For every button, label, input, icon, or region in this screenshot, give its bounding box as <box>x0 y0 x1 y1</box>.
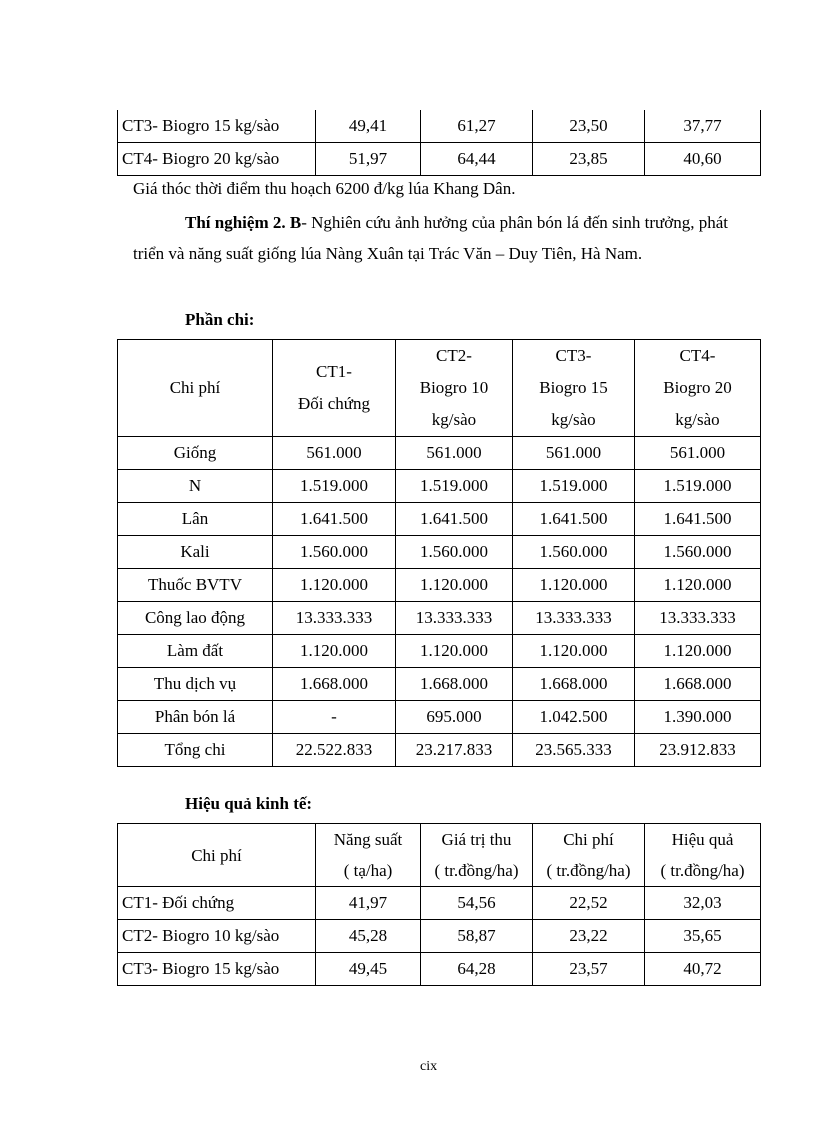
table-row <box>118 503 761 536</box>
table-cell: 1.120.000 <box>273 635 396 668</box>
header-profit <box>645 824 761 887</box>
row-label: Công lao động <box>118 602 273 635</box>
header-ct4 <box>635 340 761 437</box>
table-row <box>118 701 761 734</box>
table-cell: 32,03 <box>645 887 761 920</box>
efficiency-table <box>117 823 761 986</box>
header-line: Giá trị thu <box>441 830 512 849</box>
row-label: Làm đất <box>118 635 273 668</box>
table-cell: 1.668.000 <box>396 668 513 701</box>
table-cell: 51,97 <box>316 143 421 176</box>
row-label: CT3- Biogro 15 kg/sào <box>118 953 316 986</box>
table-cell: 561.000 <box>273 437 396 470</box>
table-cell: 13.333.333 <box>273 602 396 635</box>
header-line: ( tr.đồng/ha) <box>546 861 631 880</box>
table-cell: 1.120.000 <box>396 569 513 602</box>
table-cell: 561.000 <box>635 437 761 470</box>
table-cell: 1.519.000 <box>273 470 396 503</box>
table-cell: 40,72 <box>645 953 761 986</box>
table-cell: 1.120.000 <box>513 635 635 668</box>
row-label: Lân <box>118 503 273 536</box>
header-cost: Chi phí <box>118 340 273 437</box>
table-cell: 41,97 <box>316 887 421 920</box>
table-cell: 1.641.500 <box>513 503 635 536</box>
table-cell: 35,65 <box>645 920 761 953</box>
header-line: CT4- <box>679 346 716 365</box>
table-row <box>118 602 761 635</box>
header-expense <box>533 824 645 887</box>
table-cell: 1.641.500 <box>635 503 761 536</box>
table-cell: 1.120.000 <box>635 635 761 668</box>
table-cell: 1.560.000 <box>635 536 761 569</box>
treatment-name: CT4- Biogro 20 kg/sào <box>118 143 316 176</box>
cost-heading: Phần chi: <box>185 310 255 329</box>
table-cell: 1.641.500 <box>396 503 513 536</box>
table-cell: 23.217.833 <box>396 734 513 767</box>
table-cell: 61,27 <box>421 110 533 143</box>
table-cell: 22.522.833 <box>273 734 396 767</box>
row-label: CT1- Đối chứng <box>118 887 316 920</box>
table-cell: 13.333.333 <box>396 602 513 635</box>
header-line: Biogro 10 <box>419 378 489 397</box>
table-cell: 1.668.000 <box>635 668 761 701</box>
table-cell: 1.042.500 <box>513 701 635 734</box>
table-cell: 40,60 <box>645 143 761 176</box>
table-cell: 13.333.333 <box>513 602 635 635</box>
table-cell: 1.120.000 <box>396 635 513 668</box>
table-cell: 23.565.333 <box>513 734 635 767</box>
table-row <box>118 668 761 701</box>
header-line: kg/sào <box>551 410 596 429</box>
table-cell: 1.519.000 <box>513 470 635 503</box>
header-line: Biogro 15 <box>539 378 608 397</box>
experiment-title: Thí nghiệm 2. B <box>185 213 302 232</box>
table-cell: 1.519.000 <box>396 470 513 503</box>
row-label: Kali <box>118 536 273 569</box>
row-label: CT2- Biogro 10 kg/sào <box>118 920 316 953</box>
table-row <box>118 920 761 953</box>
efficiency-heading: Hiệu quả kinh tế: <box>185 794 313 813</box>
row-label: Phân bón lá <box>118 701 273 734</box>
table-cell: 1.519.000 <box>635 470 761 503</box>
experiment-paragraph <box>133 207 728 269</box>
row-label: Giống <box>118 437 273 470</box>
header-line: Năng suất <box>333 830 403 849</box>
treatment-name: CT3- Biogro 15 kg/sào <box>118 110 316 143</box>
header-revenue <box>421 824 533 887</box>
header-line: ( tạ/ha) <box>343 861 393 880</box>
table-cell: 1.668.000 <box>513 668 635 701</box>
table-cell: 13.333.333 <box>635 602 761 635</box>
header-line: Hiệu quả <box>671 830 734 849</box>
header-line: CT3- <box>555 346 592 365</box>
table-cell: 49,41 <box>316 110 421 143</box>
table-cell: 23,57 <box>533 953 645 986</box>
header-line: ( tr.đồng/ha) <box>434 861 519 880</box>
table-row <box>118 536 761 569</box>
table-row <box>118 110 761 143</box>
header-line: CT2- <box>436 346 472 365</box>
row-label: N <box>118 470 273 503</box>
table-row <box>118 437 761 470</box>
table-cell: 49,45 <box>316 953 421 986</box>
table-cell: - <box>273 701 396 734</box>
table-cell: 54,56 <box>421 887 533 920</box>
yield-table-continuation <box>117 110 761 176</box>
experiment-text: - Nghiên cứu ảnh hưởng của phân bón lá đến sinh trưởng, phát triển và năng suất giống lúa Nàng Xuân tại Trác Văn – Duy Tiên, Hà Nam. <box>133 213 728 263</box>
table-row <box>118 569 761 602</box>
table-cell: 1.120.000 <box>635 569 761 602</box>
header-line: Biogro 20 <box>663 378 732 397</box>
header-ct2 <box>396 340 513 437</box>
table-cell: 561.000 <box>396 437 513 470</box>
header-line: kg/sào <box>431 410 477 429</box>
table-header-row <box>118 340 761 437</box>
header-ct3 <box>513 340 635 437</box>
header-line: CT1- <box>316 362 352 381</box>
table-cell: 1.641.500 <box>273 503 396 536</box>
table-cell: 58,87 <box>421 920 533 953</box>
table-row <box>118 887 761 920</box>
table-cell: 1.668.000 <box>273 668 396 701</box>
header-line: kg/sào <box>675 410 720 429</box>
table-header-row <box>118 824 761 887</box>
header-yield <box>316 824 421 887</box>
table-cell: 37,77 <box>645 110 761 143</box>
table-row <box>118 635 761 668</box>
page-number: cix <box>420 1059 438 1074</box>
header-line: Đối chứng <box>297 394 370 413</box>
price-note: Giá thóc thời điểm thu hoạch 6200 đ/kg lúa Khang Dân. <box>133 179 516 198</box>
header-line: ( tr.đồng/ha) <box>660 861 745 880</box>
table-row <box>118 143 761 176</box>
table-cell: 64,28 <box>421 953 533 986</box>
table-cell: 1.560.000 <box>396 536 513 569</box>
table-row <box>118 953 761 986</box>
table-cell: 22,52 <box>533 887 645 920</box>
table-cell: 561.000 <box>513 437 635 470</box>
table-cell: 1.120.000 <box>513 569 635 602</box>
table-row <box>118 734 761 767</box>
row-label: Thu dịch vụ <box>118 668 273 701</box>
row-label: Thuốc BVTV <box>118 569 273 602</box>
table-cell: 1.560.000 <box>273 536 396 569</box>
header-cost: Chi phí <box>118 824 316 887</box>
table-cell: 1.390.000 <box>635 701 761 734</box>
cost-table <box>117 339 761 767</box>
table-cell: 23,85 <box>533 143 645 176</box>
table-row <box>118 470 761 503</box>
table-cell: 23.912.833 <box>635 734 761 767</box>
row-label: Tổng chi <box>118 734 273 767</box>
table-cell: 64,44 <box>421 143 533 176</box>
table-cell: 23,22 <box>533 920 645 953</box>
table-cell: 695.000 <box>396 701 513 734</box>
table-cell: 23,50 <box>533 110 645 143</box>
table-cell: 1.120.000 <box>273 569 396 602</box>
table-cell: 1.560.000 <box>513 536 635 569</box>
header-ct1 <box>273 340 396 437</box>
header-line: Chi phí <box>563 830 614 849</box>
table-cell: 45,28 <box>316 920 421 953</box>
